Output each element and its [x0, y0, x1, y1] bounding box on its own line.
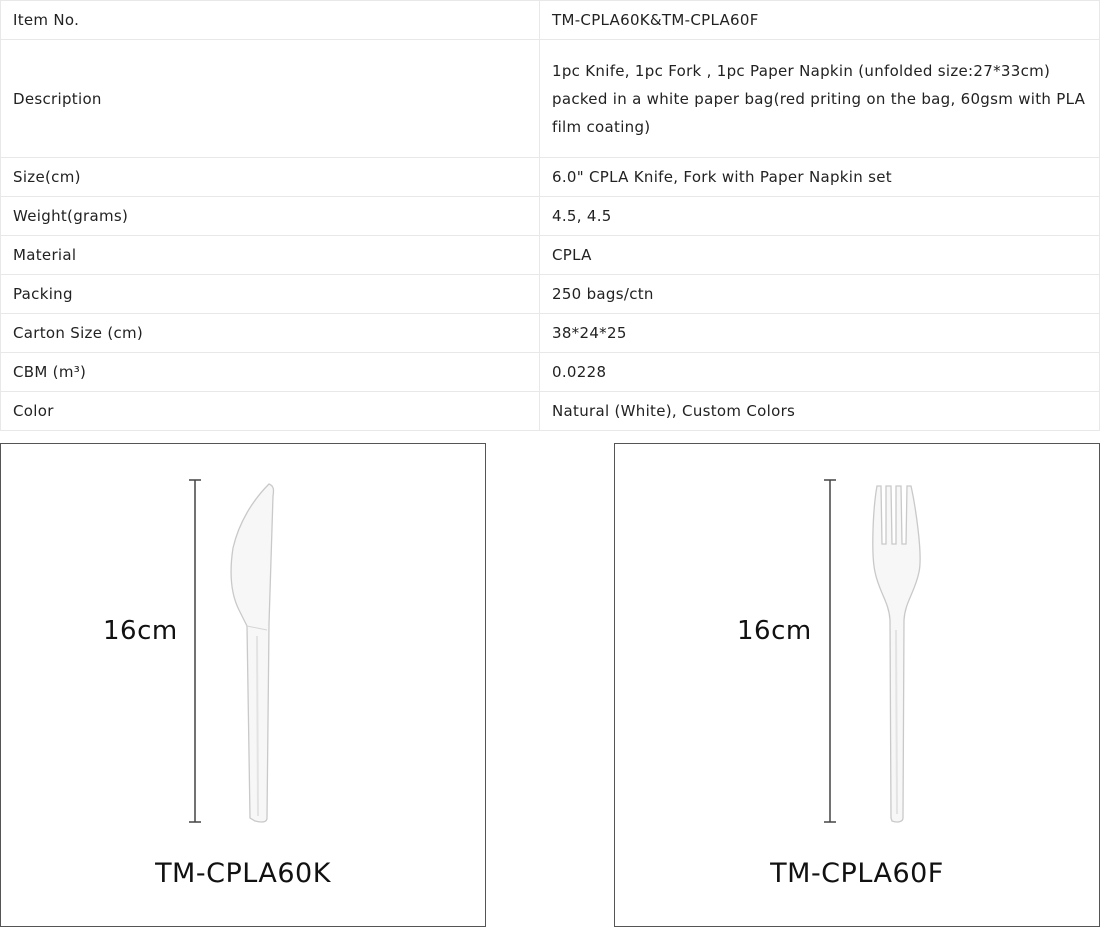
spec-key: Color — [1, 392, 540, 431]
spec-row-color — [1, 392, 1100, 431]
spec-value: 6.0" CPLA Knife, Fork with Paper Napkin set — [540, 158, 1100, 197]
spec-row-material — [1, 236, 1100, 275]
spec-value: 4.5, 4.5 — [540, 197, 1100, 236]
spec-row-carton-size — [1, 314, 1100, 353]
spec-row-description — [1, 40, 1100, 158]
spec-row-weight — [1, 197, 1100, 236]
spec-row-packing — [1, 275, 1100, 314]
spec-value: Natural (White), Custom Colors — [540, 392, 1100, 431]
spec-key: Packing — [1, 275, 540, 314]
spec-key: Size(cm) — [1, 158, 540, 197]
knife-product-panel — [0, 443, 486, 927]
spec-row-cbm — [1, 353, 1100, 392]
fork-model-label: TM-CPLA60F — [770, 858, 944, 889]
fork-icon — [873, 486, 920, 822]
knife-dimension-label: 16cm — [103, 616, 178, 646]
spec-value: 0.0228 — [540, 353, 1100, 392]
spec-row-item-no — [1, 1, 1100, 40]
spec-key: Item No. — [1, 1, 540, 40]
knife-model-label: TM-CPLA60K — [155, 858, 331, 889]
spec-key: Weight(grams) — [1, 197, 540, 236]
spec-value: TM-CPLA60K&TM-CPLA60F — [540, 1, 1100, 40]
fork-dimension-label: 16cm — [737, 616, 812, 646]
spec-value: 38*24*25 — [540, 314, 1100, 353]
spec-key: Carton Size (cm) — [1, 314, 540, 353]
spec-value: CPLA — [540, 236, 1100, 275]
knife-illustration — [1, 444, 485, 926]
spec-row-size — [1, 158, 1100, 197]
spec-value: 1pc Knife, 1pc Fork , 1pc Paper Napkin (unfolded size:27*33cm) packed in a white paper bag(red priting on the bag, 60gsm with PLA film coating) — [540, 40, 1100, 158]
spec-value: 250 bags/ctn — [540, 275, 1100, 314]
dimension-line — [824, 480, 836, 822]
spec-key: Material — [1, 236, 540, 275]
knife-icon — [231, 484, 274, 822]
spec-table — [0, 0, 1100, 431]
fork-product-panel — [614, 443, 1100, 927]
dimension-line — [189, 480, 201, 822]
spec-key: Description — [1, 40, 540, 158]
fork-illustration — [615, 444, 1099, 926]
spec-key: CBM (m³) — [1, 353, 540, 392]
